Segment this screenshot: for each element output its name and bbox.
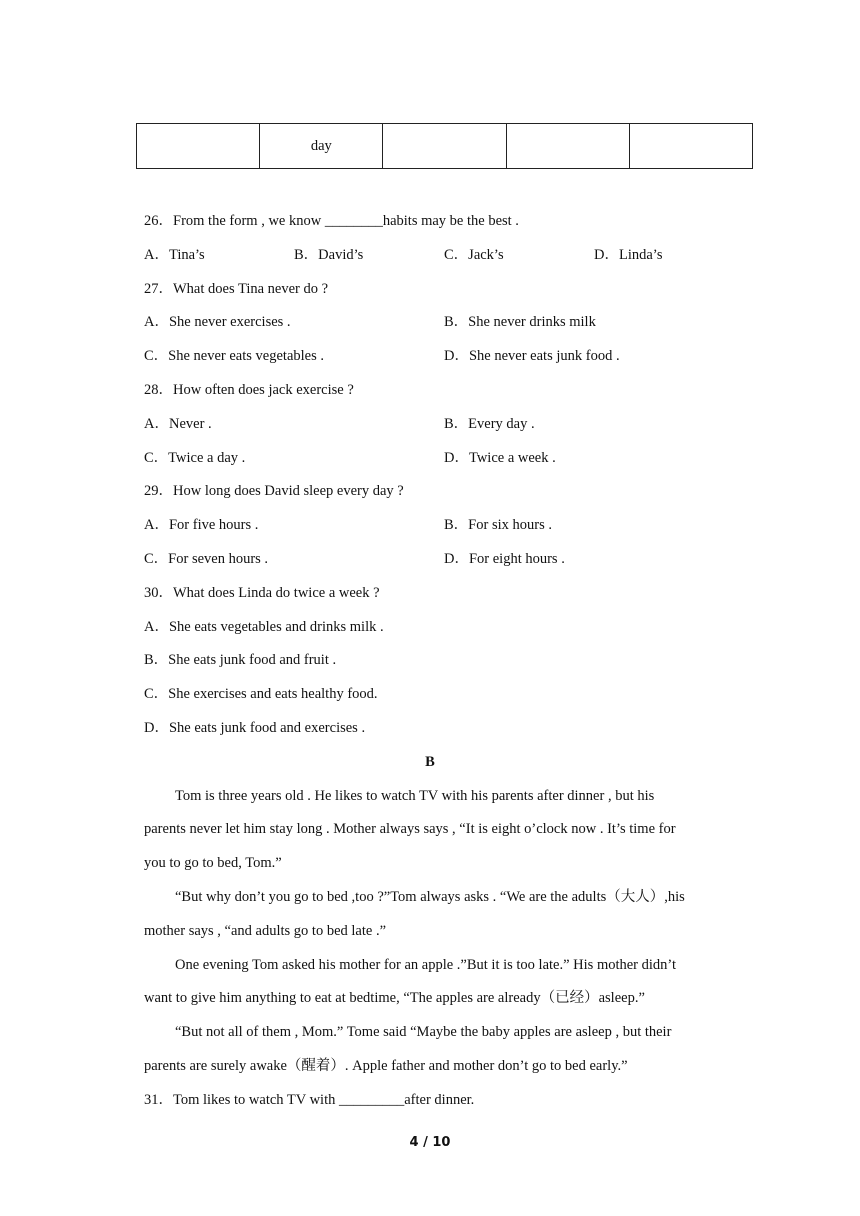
page-number: 4 / 10 bbox=[409, 1135, 451, 1150]
passage-line: One evening Tom asked his mother for an apple .”But it is too late.” His mother didn’t bbox=[175, 957, 677, 973]
question-30-option-a: A．She eats vegetables and drinks milk . bbox=[144, 619, 384, 635]
table-cell bbox=[137, 124, 260, 169]
passage-line: “But not all of them , Mom.” Tome said “Maybe the baby apples are asleep , but their bbox=[175, 1024, 672, 1040]
question-28-option-b: B．Every day . bbox=[444, 416, 535, 432]
question-30-option-b: B．She eats junk food and fruit . bbox=[144, 652, 337, 668]
question-30-option-c: C．She exercises and eats healthy food. bbox=[144, 686, 378, 702]
question-29-stem: 29．How long does David sleep every day ? bbox=[144, 483, 404, 499]
passage-line: you to go to bed, Tom.” bbox=[144, 855, 282, 871]
question-30-option-d: D．She eats junk food and exercises . bbox=[144, 720, 366, 736]
question-28-option-d: D．Twice a week . bbox=[444, 450, 556, 466]
question-28-stem: 28．How often does jack exercise ? bbox=[144, 382, 354, 398]
question-27-option-c: C．She never eats vegetables . bbox=[144, 348, 324, 364]
question-28-option-a: A．Never . bbox=[144, 416, 212, 432]
question-30-stem: 30．What does Linda do twice a week ? bbox=[144, 585, 380, 601]
passage-line: “But why don’t you go to bed ,too ?”Tom always asks . “We are the adults（大人）,his bbox=[175, 889, 685, 905]
question-26-option-d: D．Linda’s bbox=[594, 247, 663, 263]
table-cell bbox=[629, 124, 752, 169]
question-29-option-a: A．For five hours . bbox=[144, 517, 259, 533]
question-26-option-b: B．David’s bbox=[294, 247, 364, 263]
passage-line: mother says , “and adults go to bed late .” bbox=[144, 923, 387, 939]
table-row bbox=[137, 124, 753, 169]
passage-line: parents are surely awake（醒着）. Apple father and mother don’t go to bed early.” bbox=[144, 1058, 628, 1074]
table-cell bbox=[383, 124, 506, 169]
question-26-option-c: C．Jack’s bbox=[444, 247, 504, 263]
question-27-option-a: A．She never exercises . bbox=[144, 314, 291, 330]
question-31-stem: 31．Tom likes to watch TV with _________after dinner. bbox=[144, 1092, 475, 1108]
question-27-option-b: B．She never drinks milk bbox=[444, 314, 596, 330]
question-27-stem: 27．What does Tina never do ? bbox=[144, 281, 329, 297]
table-cell: day bbox=[260, 124, 383, 169]
habits-form-table bbox=[136, 123, 753, 169]
question-29-option-c: C．For seven hours . bbox=[144, 551, 269, 567]
passage-line: want to give him anything to eat at bedtime, “The apples are already（已经）asleep.” bbox=[144, 990, 645, 1006]
question-26-stem: 26．From the form , we know ________habits may be the best . bbox=[144, 213, 519, 229]
table-cell bbox=[506, 124, 629, 169]
question-29-option-b: B．For six hours . bbox=[444, 517, 552, 533]
question-28-option-c: C．Twice a day . bbox=[144, 450, 246, 466]
passage-line: parents never let him stay long . Mother always says , “It is eight o’clock now . It’s time for bbox=[144, 821, 676, 837]
section-b-heading: B bbox=[425, 754, 435, 770]
question-29-option-d: D．For eight hours . bbox=[444, 551, 565, 567]
passage-line: Tom is three years old . He likes to watch TV with his parents after dinner , but his bbox=[175, 788, 655, 804]
question-27-option-d: D．She never eats junk food . bbox=[444, 348, 620, 364]
question-26-option-a: A．Tina’s bbox=[144, 247, 205, 263]
